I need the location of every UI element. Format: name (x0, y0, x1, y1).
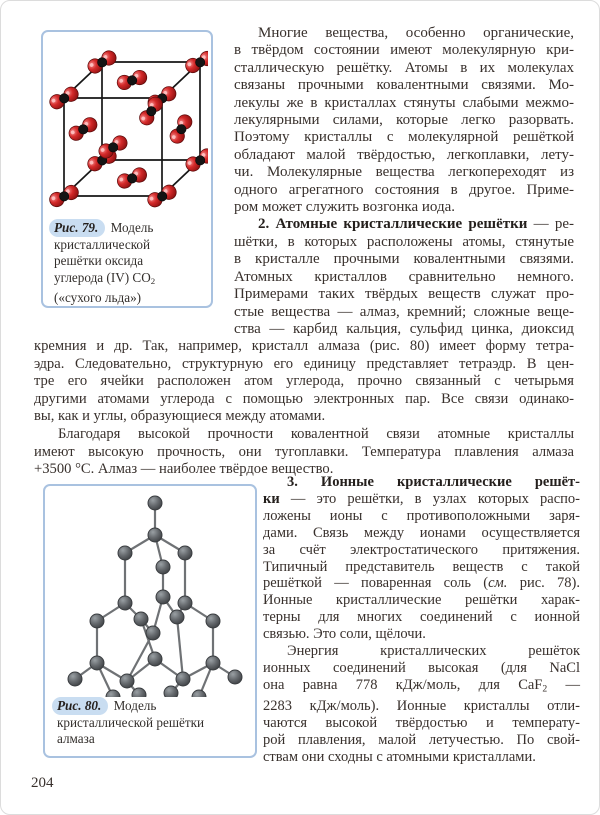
text-line: она равна 778 кДж/моль, для CaF$_2$ — (263, 676, 580, 695)
text-line: ки — это решётки, в узлах которых распо- (263, 490, 580, 507)
text-line: ром может служить возгонка иода. (234, 199, 456, 216)
text-line: Типичный представитель веществ с такой (263, 558, 580, 575)
text-line: кремния и др. Так, например, кристалл алмаза (рис. 80) имеет форму тетра- (34, 338, 574, 354)
text-line: Многие вещества, особенно органические, (258, 25, 574, 41)
text-line: чи. Молекулярные вещества легкопереходят из (234, 164, 574, 181)
text-line: связью. Это соли, щёлочи. (263, 626, 426, 643)
text-line: кристаллической (54, 236, 151, 252)
text-line: терны для многих соединений с ионной (263, 609, 580, 626)
text-line: рой плавления, малой летучестью. По свой- (263, 732, 580, 749)
text-line: шётки, в которых расположены атомы, стянутые (234, 233, 574, 250)
text-line: 2. Атомные кристаллические решётки — ре- (258, 216, 574, 233)
text-line: ствам они сходны с атомными кристаллами. (263, 748, 536, 765)
text-line: другими атомами углерода с помощью электронных пар. Все связи одинако- (34, 390, 574, 407)
text-line: одного агрегатного состояния в другое. Приме- (234, 181, 574, 198)
text-line: 3. Ионные кристаллические решёт- (287, 474, 580, 490)
text-line: 2283 кДж/моль). Ионные кристаллы отли- (263, 698, 580, 715)
text-line: Рис. 79. Модель (54, 220, 206, 237)
text-line: в кристалле прочными ковалентными связями. (234, 251, 574, 268)
text-line: лекулярными силами, которые легко разорвать. (234, 112, 574, 129)
text-line: Примерами таких твёрдых веществ служат про- (234, 286, 574, 303)
text-line: вы, как и углы, образующиеся между атомами. (34, 408, 326, 425)
text-line: Энергия кристаллических решёток (287, 643, 580, 660)
page-number: 204 (31, 775, 54, 791)
text-line: лекулы же в кристаллах стянуты слабыми межмо- (234, 94, 574, 111)
text-line: Поэтому кристаллы с молекулярной решёткой (234, 129, 574, 146)
text-line: Рис. 80. Модель (57, 698, 249, 715)
text-line: Атомных кристаллов сравнительно немного. (234, 268, 574, 285)
text-line: ложены ионы с противоположными заря- (263, 507, 580, 524)
text-line: решётки оксида (54, 253, 144, 269)
figure-79-box (41, 30, 213, 308)
text-line: решёткой — поваренная соль (см. рис. 78). (263, 575, 580, 592)
body-text-top-column (234, 25, 574, 338)
text-line: («сухого льда») (54, 289, 142, 305)
figure-80-caption (57, 698, 249, 748)
text-line: сталлическую решётку. Атомы в их молекулах (234, 59, 574, 76)
figure-79-caption (54, 220, 206, 306)
text-line: тре его ячейки расположен атом углерода, прочно связанный с четырьмя (34, 373, 574, 390)
text-line: углерода (IV) $CO_2$ (54, 269, 156, 286)
co2-crystal-lattice-figure (48, 38, 208, 214)
text-line: ионных соединений высокая (для NaCl (263, 659, 580, 676)
figure-80-box (43, 484, 257, 758)
text-line: связаны прочными ковалентными связями. Мо- (234, 77, 574, 94)
text-line: эдра. Следовательно, структурную его единицу представляет тетраэдр. В цен- (34, 355, 574, 372)
diamond-crystal-lattice-figure (51, 491, 251, 697)
text-line: алмаза (57, 731, 95, 747)
text-line: имеют высокую прочность, они тугоплавки. Температура плавления алмаза (34, 443, 574, 460)
body-text-full-width (34, 338, 574, 479)
text-line: +3500 °С. Алмаз — наиболее твёрдое вещество. (34, 461, 334, 478)
text-line: ства — карбид кальция, сульфид цинка, диоксид (234, 320, 574, 337)
text-line: Ионные кристаллические решётки харак- (263, 592, 580, 609)
text-line: обладают малой твёрдостью, легкоплавки, лету- (234, 146, 574, 163)
text-line: за счёт электростатического притяжения. (263, 541, 580, 558)
text-line: кристаллической решётки (57, 714, 205, 730)
text-line: дами. Связь между ионами осуществляется (263, 524, 580, 541)
text-line: в твёрдом состоянии имеют молекулярную кри- (234, 42, 574, 59)
text-line: стые вещества — алмаз, кремний; сложные веще- (234, 303, 574, 320)
text-line: Благодаря высокой прочности ковалентной связи атомные кристаллы (58, 425, 574, 442)
text-line: чаются высокой твёрдостью и температу- (263, 715, 580, 732)
body-text-bottom-column (263, 474, 580, 766)
